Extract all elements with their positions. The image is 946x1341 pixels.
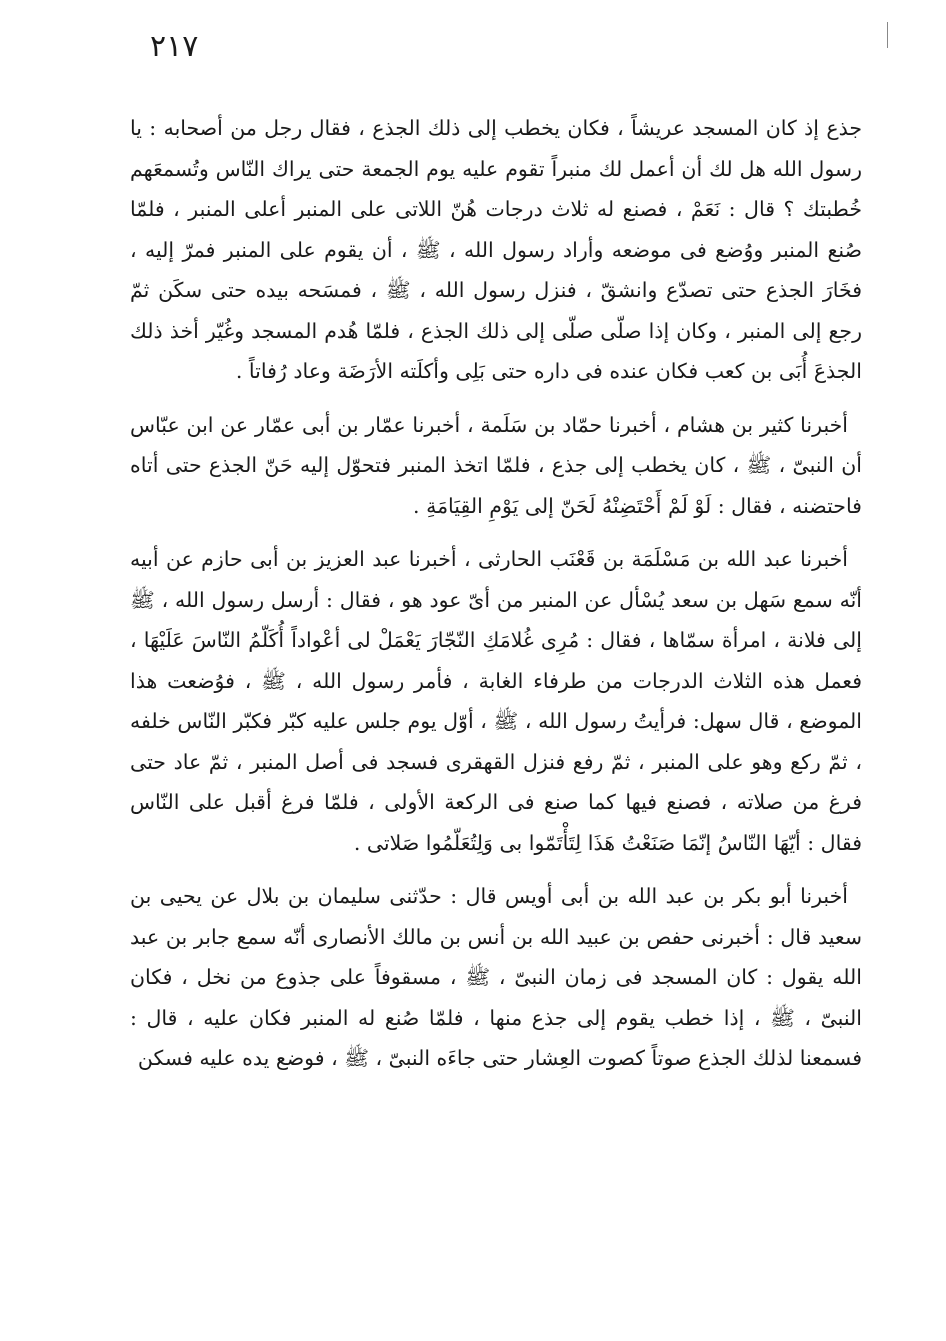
- paragraph-text: أخبرنا أبو بكر بن عبد الله بن أبى أويس قال : حدّثنى سليمان بن بلال عن يحيى بن سعيد قال : أخبرنى حفص بن عبيد الله بن أنس بن مالك الأنصارى أنّه سمع جابر بن عبد الله يقول : كان المسجد فى زمان النبىّ ، ﷺ ، مسقوفاً على جذوع من نخل ، فكان النبىّ ، ﷺ ، إذا خطب يقوم إلى جذع منها ، فلمّا صُنع له المنبر فكان عليه ، قال : فسمعنا لذلك الجذع صوتاً كصوت العِشار حتى جاءَه النبىّ ، ﷺ ، فوضع يده عليه فسكن: [130, 884, 862, 1070]
- paragraph-text: أخبرنا كثير بن هشام ، أخبرنا حمّاد بن سَلَمة ، أخبرنا عمّار بن أبى عمّار عن ابن عبّاس أن النبىّ ، ﷺ ، كان يخطب إلى جذع ، فلمّا اتخذ المنبر فتحوّل إليه حَنّ الجذع حتى أتاه فاحتضنه ، فقال : لَوْ لَمْ أَحْتَضِنْهُ لَحَنّ إلى يَوْمِ القِيَامَةِ .: [130, 412, 862, 518]
- paragraph-text: أخبرنا عبد الله بن مَسْلَمَة بن قَعْنَب الحارثى ، أخبرنا عبد العزيز بن أبى حازم عن أبيه أنّه سمع سَهل بن سعد يُسْأل عن المنبر من أىّ عود هو ، فقال : أرسل رسول الله ، ﷺ إلى فلانة ، امرأة سمّاها ، فقال : مُرِى غُلامَكِ النّجّارَ يَعْمَلْ لى أعْواداً أُكَلّمُ النّاسَ عَلَيْهَا ، فعمل هذه الثلاث الدرجات من طرفاء الغابة ، فأمر رسول الله ، ﷺ ، فوُضعت هذا الموضع ، قال سهل: فرأيتُ رسول الله ، ﷺ ، أوّل يوم جلس عليه كبّر فكبّر النّاس خلفه ، ثمّ ركع وهو على المنبر ، ثمّ رفع فنزل القهقرى فسجد فى أصل المنبر ، ثمّ عاد حتى فرغ من صلاته ، فصنع فيها كما صنع فى الركعة الأولى ، فلمّا فرغ أقبل على النّاس فقال : أيّهَا النّاسُ إنّمَا صَنَعْتُ هَذَا لِتَأْتَمّوا بى وَلِتُعَلّمُوا صَلاتى .: [130, 547, 862, 855]
- page-number: ٢١٧: [150, 29, 199, 64]
- scan-edge-mark: [887, 22, 888, 48]
- paragraph-sahl-narration: [130, 539, 862, 863]
- paragraph-jabir-narration: [130, 876, 862, 1079]
- paragraph-ibn-abbas-narration: [130, 405, 862, 527]
- page-body: [130, 108, 862, 1079]
- paragraph-mosque-trunk: [130, 108, 862, 392]
- paragraph-text: جذع إذ كان المسجد عريشاً ، فكان يخطب إلى ذلك الجذع ، فقال رجل من أصحابه : يا رسول الله هل لك أن أعمل لك منبراً تقوم عليه يوم الجمعة حتى يراك النّاس وتُسمعَهم خُطبتك ؟ قال : نَعَمْ ، فصنع له ثلاث درجات هُنّ اللاتى على المنبر أعلى المنبر ، فلمّا صُنع المنبر ووُضع فى موضعه وأراد رسول الله ، ﷺ ، أن يقوم على المنبر فمرّ إليه ، فخَارَ الجذع حتى تصدّع وانشقّ ، فنزل رسول الله ، ﷺ ، فمسَحه بيده حتى سكَن ثمّ رجع إلى المنبر ، وكان إذا صلّى صلّى إلى ذلك الجذع ، فلمّا هُدم المسجد وغُيّر أخذ ذلك الجذعَ أُبَى بن كعب فكان عنده فى داره حتى بَلِى وأكلَته الأرَضَة وعاد رُفاتاً .: [130, 116, 862, 383]
